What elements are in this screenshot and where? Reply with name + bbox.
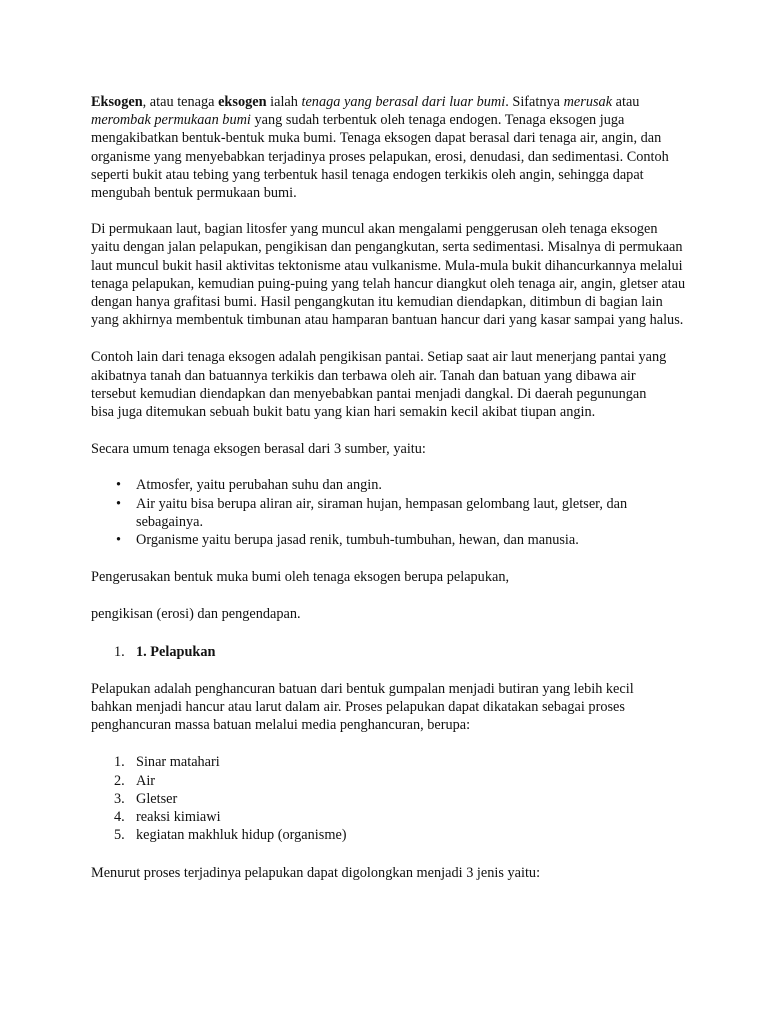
list-item: • Organisme yaitu berupa jasad renik, tumbuh-tumbuhan, hewan, dan manusia. xyxy=(91,531,691,549)
list-item xyxy=(91,790,691,808)
spacer xyxy=(91,734,691,753)
spacer xyxy=(91,421,691,440)
list-number: 4. xyxy=(114,809,125,826)
list-item-text: kegiatan makhluk hidup (organisme) xyxy=(136,827,347,844)
spacer xyxy=(91,329,691,348)
list-item-text: Gletser xyxy=(136,790,178,807)
spacer xyxy=(91,624,691,643)
heading-list xyxy=(91,643,691,661)
media-list xyxy=(91,753,691,844)
list-item xyxy=(91,753,691,771)
paragraph-litosfer: Di permukaan laut, bagian litosfer yang muncul akan mengalami penggerusan oleh tenaga eksogen yaitu dengan jalan pelapukan, pengikisan dan pengangkutan, serta sedimentasi. Misalnya di permukaan laut muncul bukit hasil aktivitas tektonisme atau vulkanisme. Mula-mula bukit dihancurkannya melalui tenaga pelapukan, kemudian puing-puing yang telah hancur diangkut oleh tenaga air, angin, gletser atau dengan hanya grafitasi bumi. Hasil pengangkutan itu kemudian diendapkan, ditimbun di bagian lain yang akhirnya membentuk timbunan atau hamparan bantuan hancur dari yang kasar sampai yang halus. xyxy=(91,221,686,329)
spacer xyxy=(91,661,691,680)
merombak-italic: merombak permukaan bumi xyxy=(91,112,251,129)
paragraph-eksogen-definition xyxy=(91,93,688,202)
list-number: 1. xyxy=(114,754,125,771)
spacer xyxy=(91,458,691,476)
list-item xyxy=(91,808,691,826)
text-run: ialah xyxy=(266,94,302,110)
text-run: , atau tenaga xyxy=(142,94,219,110)
paragraph-pengikisan-pantai: Contoh lain dari tenaga eksogen adalah pengikisan pantai. Setiap saat air laut menerjang pantai yang akibatnya tanah dan batuannya terkikis dan terbawa oleh air. Tanah dan batuan yang dibawa air tersebut kemudian diendapkan dan menyebabkan pantai menjadi dangkal. Di daerah pegunungan bisa juga ditemukan sebuah bukit batu yang kian hari semakin kecil akibat tiupan angin. xyxy=(91,349,667,421)
list-number: 3. xyxy=(114,790,125,807)
spacer xyxy=(91,586,691,605)
section-heading-pelapukan xyxy=(91,643,691,661)
list-item xyxy=(91,772,691,790)
document-body xyxy=(91,93,691,882)
sources-list xyxy=(91,476,691,549)
list-item-text: Air xyxy=(136,772,156,789)
paragraph-pelapukan-definition: Pelapukan adalah penghancuran batuan dari bentuk gumpalan menjadi butiran yang lebih kecil bahkan menjadi hancur atau larut dalam air. Proses pelapukan dapat dikatakan sebagai proses penghancuran massa batuan melalui media penghancuran, berupa: xyxy=(91,680,634,734)
paragraph-sumber-intro: Secara umum tenaga eksogen berasal dari 3 sumber, yaitu: xyxy=(91,441,426,458)
term-eksogen: Eksogen xyxy=(91,94,143,110)
heading-text: 1. Pelapukan xyxy=(136,643,216,660)
paragraph-pengerusakan: Pengerusakan bentuk muka bumi oleh tenaga eksogen berupa pelapukan, xyxy=(91,569,510,586)
list-item-text: reaksi kimiawi xyxy=(136,809,221,826)
merusak-italic: merusak xyxy=(563,94,613,110)
list-item-text: Sinar matahari xyxy=(136,754,220,771)
spacer xyxy=(91,549,691,568)
list-number: 5. xyxy=(114,827,125,844)
list-number: 2. xyxy=(114,772,125,789)
spacer xyxy=(91,202,691,220)
list-number: 1. xyxy=(114,643,125,660)
text-run: atau xyxy=(612,94,640,110)
definition-italic: tenaga yang berasal dari luar bumi xyxy=(301,94,506,110)
list-item: • Atmosfer, yaitu perubahan suhu dan angin. xyxy=(91,476,691,494)
text-run: yang sudah terbentuk oleh tenaga endogen. Tenaga eksogen juga mengakibatkan bentuk-bentuk muka bumi. Tenaga eksogen dapat berasal dari tenaga air, angin, dan organisme yang menyebabkan terjadinya proses pelapukan, erosi, denudasi, dan sedimentasi. Contoh seperti bukit atau tebing yang terbentuk hasil tenaga endogen terkikis oleh angin, sehingga dapat mengubah bentuk permukaan bumi. xyxy=(91,112,669,202)
spacer xyxy=(91,845,691,864)
list-item xyxy=(91,826,691,844)
list-item: • Air yaitu bisa berupa aliran air, siraman hujan, hempasan gelombang laut, gletser, dan sebagainya. xyxy=(91,495,636,531)
paragraph-jenis-pelapukan: Menurut proses terjadinya pelapukan dapat digolongkan menjadi 3 jenis yaitu: xyxy=(91,864,541,881)
term-eksogen-2: eksogen xyxy=(218,94,267,110)
paragraph-pengikisan: pengikisan (erosi) dan pengendapan. xyxy=(91,606,301,623)
text-run: . Sifatnya xyxy=(505,94,564,110)
